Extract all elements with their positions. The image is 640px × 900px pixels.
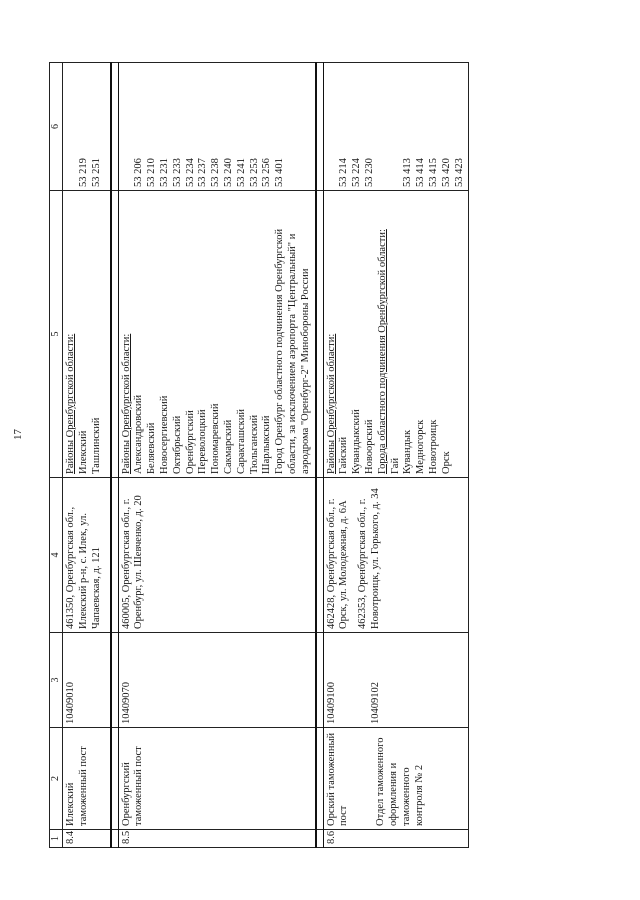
table-row — [323, 63, 469, 848]
area-item: Кувандыкский — [351, 409, 363, 474]
city-item: Новотроицк — [428, 419, 440, 474]
cities-title: Города областного подчинения Оренбургской области: — [376, 229, 388, 474]
row-number: 8.6 — [323, 830, 469, 848]
post-name: Оренбургский таможенный пост — [118, 728, 315, 830]
area-item: Гайский — [338, 436, 350, 474]
jurisdiction-areas — [63, 191, 111, 478]
sub-post-code: 10409102 — [370, 682, 382, 724]
column-header: 1 — [50, 830, 63, 848]
okato-code: 53 415 — [428, 158, 440, 187]
city-description: Город Оренбург областного подчинения Оренбургской области, за исключением аэропорта "Центральный" и аэродрома "Оренбург-2" Минобороны России — [274, 228, 311, 474]
area-title: Районы Оренбургской области: — [325, 333, 337, 474]
customs-posts-table — [49, 62, 469, 848]
city-item: Кувандык — [402, 429, 414, 474]
jurisdiction-areas — [118, 191, 315, 478]
sub-post-address: 462353, Оренбургская обл., г. Новотроицк, ул. Горького, д. 34 — [357, 488, 382, 629]
okato-code: 53 240 — [223, 158, 235, 187]
post-name: Илекский таможенный пост — [63, 728, 111, 830]
page-number: 17 — [12, 429, 24, 440]
okato-codes — [118, 63, 315, 191]
post-address: 460005, Оренбургская обл., г. Оренбург, ул. Шевченко, д. 20 — [118, 478, 315, 633]
okato-code: 53 401 — [274, 158, 286, 187]
column-header: 6 — [50, 63, 63, 191]
sub-post-name: Отдел таможенного оформления и таможенного контроля № 2 — [375, 737, 425, 826]
area-item: Переволоцкий — [197, 409, 209, 474]
column-header: 2 — [50, 728, 63, 830]
area-item: Октябрьский — [171, 415, 183, 474]
post-name: Орский таможенный пост — [325, 732, 350, 826]
post-address-cell — [323, 478, 469, 633]
okato-code: 53 241 — [235, 158, 247, 187]
table-row — [63, 63, 111, 848]
okato-code: 53 238 — [210, 158, 222, 187]
post-name-cell — [323, 728, 469, 830]
okato-code: 53 214 — [338, 158, 350, 187]
city-item: Медногорск — [415, 419, 427, 474]
okato-code: 53 251 — [90, 158, 102, 187]
row-number: 8.5 — [118, 830, 315, 848]
column-header: 3 — [50, 633, 63, 728]
area-item: Оренбургский — [184, 410, 196, 474]
area-item: Александровский — [133, 394, 145, 474]
okato-code: 53 230 — [364, 158, 376, 187]
okato-code: 53 206 — [133, 158, 145, 187]
post-code-cell — [323, 633, 469, 728]
okato-code: 53 233 — [171, 158, 183, 187]
post-address: 462428, Оренбургская обл., г. Орск, ул. Молодежная, д. 6А — [325, 498, 350, 629]
city-item: Орск — [440, 451, 452, 474]
area-title: Районы Оренбургской области: — [120, 333, 132, 474]
row-separator — [316, 63, 324, 848]
okato-code: 53 253 — [248, 158, 260, 187]
okato-codes — [63, 63, 111, 191]
post-code: 10409070 — [118, 633, 315, 728]
column-header: 4 — [50, 478, 63, 633]
okato-code: 53 423 — [453, 158, 465, 187]
okato-code: 53 420 — [440, 158, 452, 187]
okato-code: 53 234 — [184, 158, 196, 187]
city-item: Гай — [389, 457, 401, 474]
okato-code: 53 414 — [415, 158, 427, 187]
jurisdiction-areas — [323, 191, 469, 478]
area-item: Новоорский — [364, 419, 376, 474]
area-item: Илекский — [77, 430, 89, 474]
area-item: Саракташский — [235, 409, 247, 474]
okato-code: 53 231 — [159, 158, 171, 187]
table-row — [118, 63, 315, 848]
row-number: 8.4 — [63, 830, 111, 848]
area-item: Сакмарский — [223, 419, 235, 474]
post-code: 10409010 — [63, 633, 111, 728]
area-item: Ташлинский — [90, 417, 102, 474]
area-title: Районы Оренбургской области: — [65, 333, 77, 474]
table-header-row — [50, 63, 63, 848]
post-code: 10409100 — [325, 682, 337, 724]
okato-code: 53 237 — [197, 158, 209, 187]
row-separator — [111, 63, 119, 848]
okato-code: 53 219 — [77, 158, 89, 187]
okato-codes — [323, 63, 469, 191]
area-item: Тюльганский — [248, 414, 260, 474]
rotated-table-container — [49, 63, 611, 848]
okato-code: 53 413 — [402, 158, 414, 187]
area-item: Новосергиевский — [159, 395, 171, 474]
okato-code: 53 224 — [351, 158, 363, 187]
area-item: Беляевский — [146, 422, 158, 474]
area-item: Шарлыкский — [261, 415, 273, 474]
post-address: 461350, Оренбургская обл., Илекский р-н, с. Илек, ул. Чапаевская, д. 121 — [63, 478, 111, 633]
column-header: 5 — [50, 191, 63, 478]
okato-code: 53 256 — [261, 158, 273, 187]
okato-code: 53 210 — [146, 158, 158, 187]
area-item: Пономаревский — [210, 403, 222, 474]
